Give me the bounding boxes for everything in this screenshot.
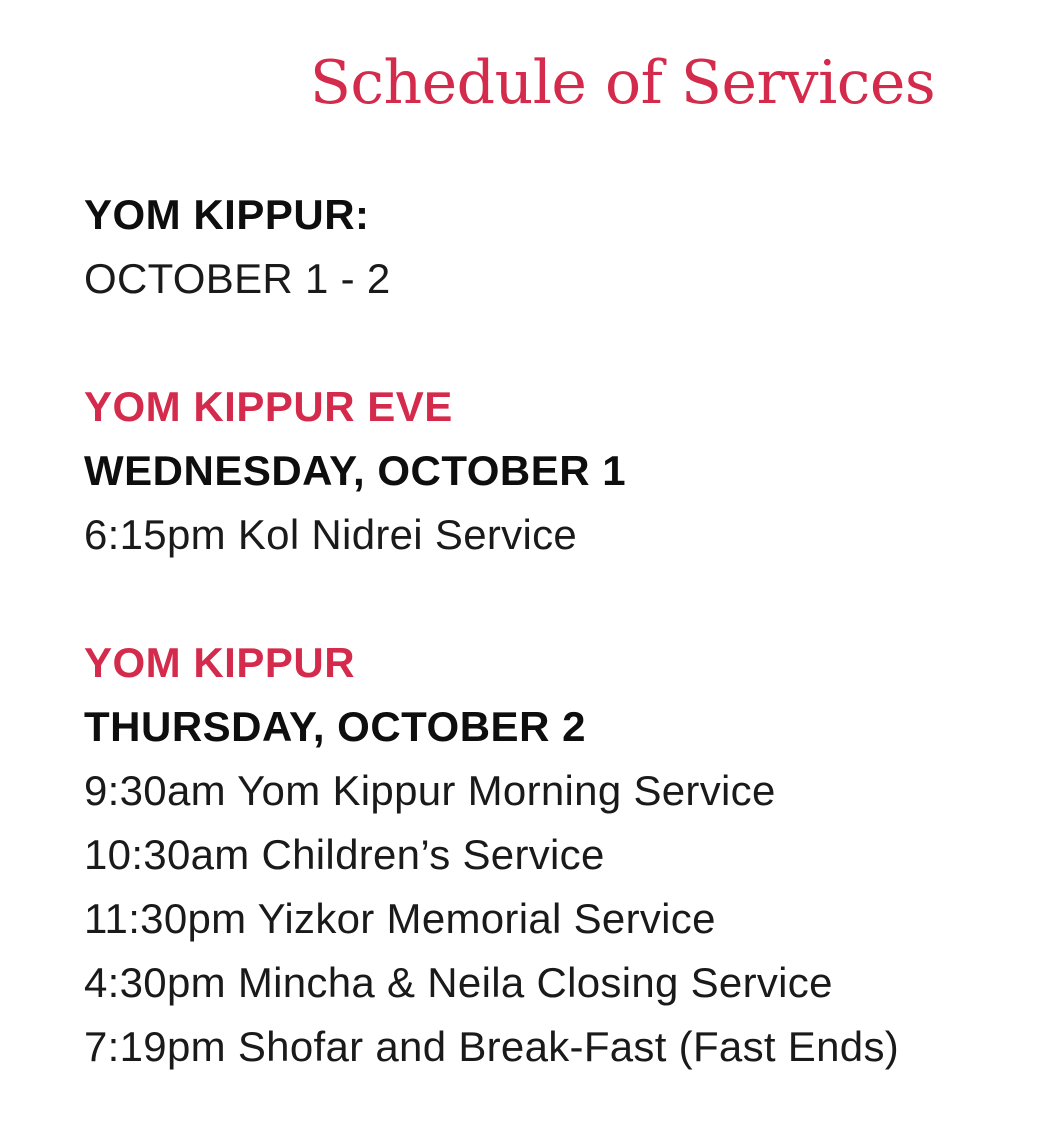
event-item: 7:19pm Shofar and Break-Fast (Fast Ends)	[84, 1023, 900, 1070]
event-item: 10:30am Children’s Service	[84, 831, 605, 878]
section-day: THURSDAY, OCTOBER 2	[84, 703, 586, 750]
section-day-of	[84, 631, 1034, 1079]
section-day: WEDNESDAY, OCTOBER 1	[84, 447, 627, 494]
schedule-content	[84, 183, 1034, 1079]
event-item: 9:30am Yom Kippur Morning Service	[84, 767, 776, 814]
section-spacer	[84, 311, 1034, 375]
holiday-dates: OCTOBER 1 - 2	[84, 255, 391, 302]
section-spacer	[84, 567, 1034, 631]
event-item: 11:30pm Yizkor Memorial Service	[84, 895, 716, 942]
section-label: YOM KIPPUR	[84, 639, 356, 686]
event-item: 6:15pm Kol Nidrei Service	[84, 511, 578, 558]
holiday-heading: YOM KIPPUR:	[84, 191, 370, 238]
section-eve	[84, 375, 1034, 567]
event-item: 4:30pm Mincha & Neila Closing Service	[84, 959, 833, 1006]
page-title: Schedule of Services	[309, 48, 936, 118]
section-label: YOM KIPPUR EVE	[84, 383, 453, 430]
